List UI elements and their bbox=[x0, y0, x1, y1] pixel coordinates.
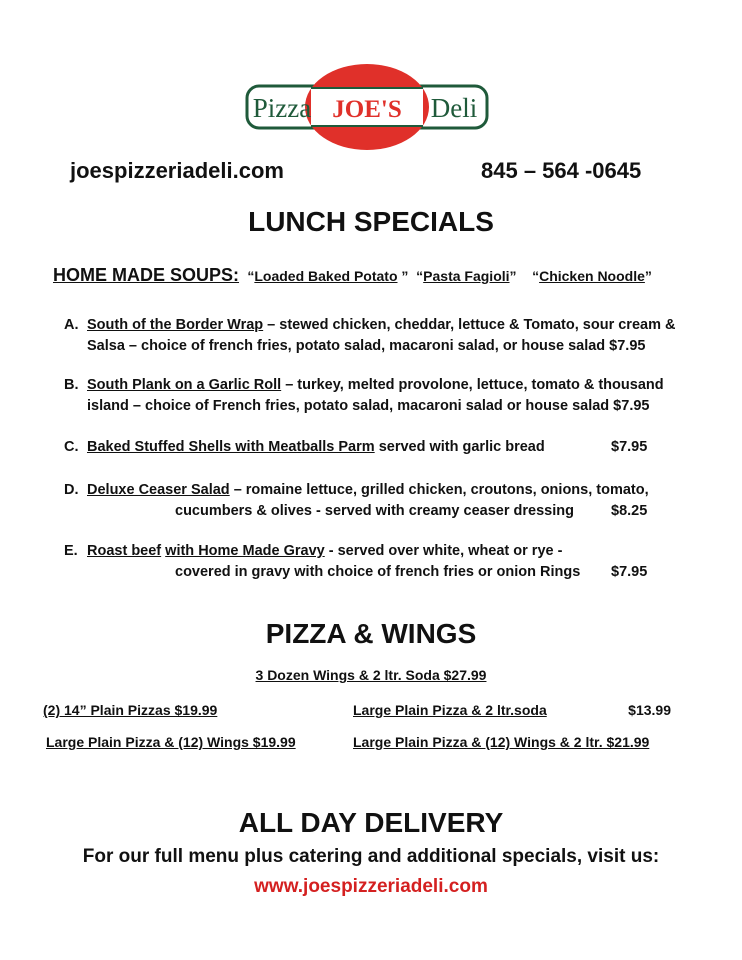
item-name: South Plank on a Garlic Roll bbox=[87, 377, 282, 393]
footer-text: For our full menu plus catering and additional specials, visit us: bbox=[82, 846, 660, 867]
lunch-specials-title: LUNCH SPECIALS bbox=[248, 206, 494, 237]
soups-label: HOME MADE SOUPS: bbox=[53, 265, 240, 285]
item-letter: A. bbox=[64, 317, 79, 333]
item-letter: C. bbox=[64, 439, 79, 455]
logo-pizza-text: Pizza bbox=[252, 93, 312, 123]
item-letter: B. bbox=[64, 377, 79, 393]
item-description-2: cucumbers & olives - served with creamy ceaser dressing bbox=[175, 503, 574, 519]
wings-deal: 3 Dozen Wings & 2 ltr. Soda $27.99 bbox=[255, 667, 487, 683]
soup-item: Loaded Baked Potato bbox=[254, 268, 398, 284]
item-name: Deluxe Ceaser Salad bbox=[87, 482, 230, 498]
item-description: – romaine lettuce, grilled chicken, croutons, onions, tomato, bbox=[229, 482, 649, 498]
deal-item: Large Plain Pizza & (12) Wings $19.99 bbox=[46, 734, 296, 750]
joes-logo bbox=[244, 62, 490, 152]
item-price: $8.25 bbox=[611, 503, 648, 519]
website-text[interactable]: joespizzeriadeli.com bbox=[70, 158, 284, 183]
soup-item: Pasta Fagioli bbox=[423, 268, 510, 284]
item-name-2: with Home Made Gravy bbox=[165, 543, 325, 559]
item-description: – stewed chicken, cheddar, lettuce & Tomato, sour cream & bbox=[263, 317, 676, 333]
item-name: Roast beef bbox=[87, 543, 162, 559]
footer-website-link[interactable]: www.joespizzeriadeli.com bbox=[254, 876, 488, 897]
deal-item bbox=[353, 702, 671, 718]
item-description-2: covered in gravy with choice of french fries or onion Rings bbox=[175, 564, 581, 580]
deal-item: Large Plain Pizza & (12) Wings & 2 ltr. $21.99 bbox=[353, 734, 650, 750]
item-description: – turkey, melted provolone, lettuce, tomato & thousand bbox=[281, 377, 664, 393]
delivery-title: ALL DAY DELIVERY bbox=[238, 807, 504, 838]
deal-item: (2) 14” Plain Pizzas $19.99 bbox=[43, 702, 218, 718]
soup-item: Chicken Noodle bbox=[539, 268, 645, 284]
item-letter: D. bbox=[64, 482, 79, 498]
item-description-2: Salsa – choice of french fries, potato salad, macaroni salad, or house salad $7.95 bbox=[87, 338, 646, 354]
logo-joes-text: JOE'S bbox=[332, 96, 402, 123]
phone-number[interactable]: 845 – 564 -0645 bbox=[481, 158, 642, 183]
deal-price: $13.99 bbox=[628, 702, 671, 718]
soups-line: HOME MADE SOUPS: “Loaded Baked Potato ” “Pasta Fagioli” “Chicken Noodle” bbox=[53, 265, 652, 285]
item-letter: E. bbox=[64, 543, 78, 559]
item-price: $7.95 bbox=[611, 564, 648, 580]
pizza-wings-title: PIZZA & WINGS bbox=[265, 618, 477, 649]
item-name: Baked Stuffed Shells with Meatballs Parm bbox=[87, 439, 375, 455]
item-price: $7.95 bbox=[611, 439, 648, 455]
item-description: - served over white, wheat or rye - bbox=[324, 543, 563, 559]
item-name: South of the Border Wrap bbox=[87, 317, 264, 333]
logo-deli-text: Deli bbox=[430, 93, 478, 123]
item-description: served with garlic bread bbox=[374, 439, 545, 455]
item-description-2: island – choice of French fries, potato salad, macaroni salad or house salad $7.95 bbox=[87, 398, 650, 414]
deal-text: Large Plain Pizza & 2 ltr.soda bbox=[353, 702, 547, 718]
